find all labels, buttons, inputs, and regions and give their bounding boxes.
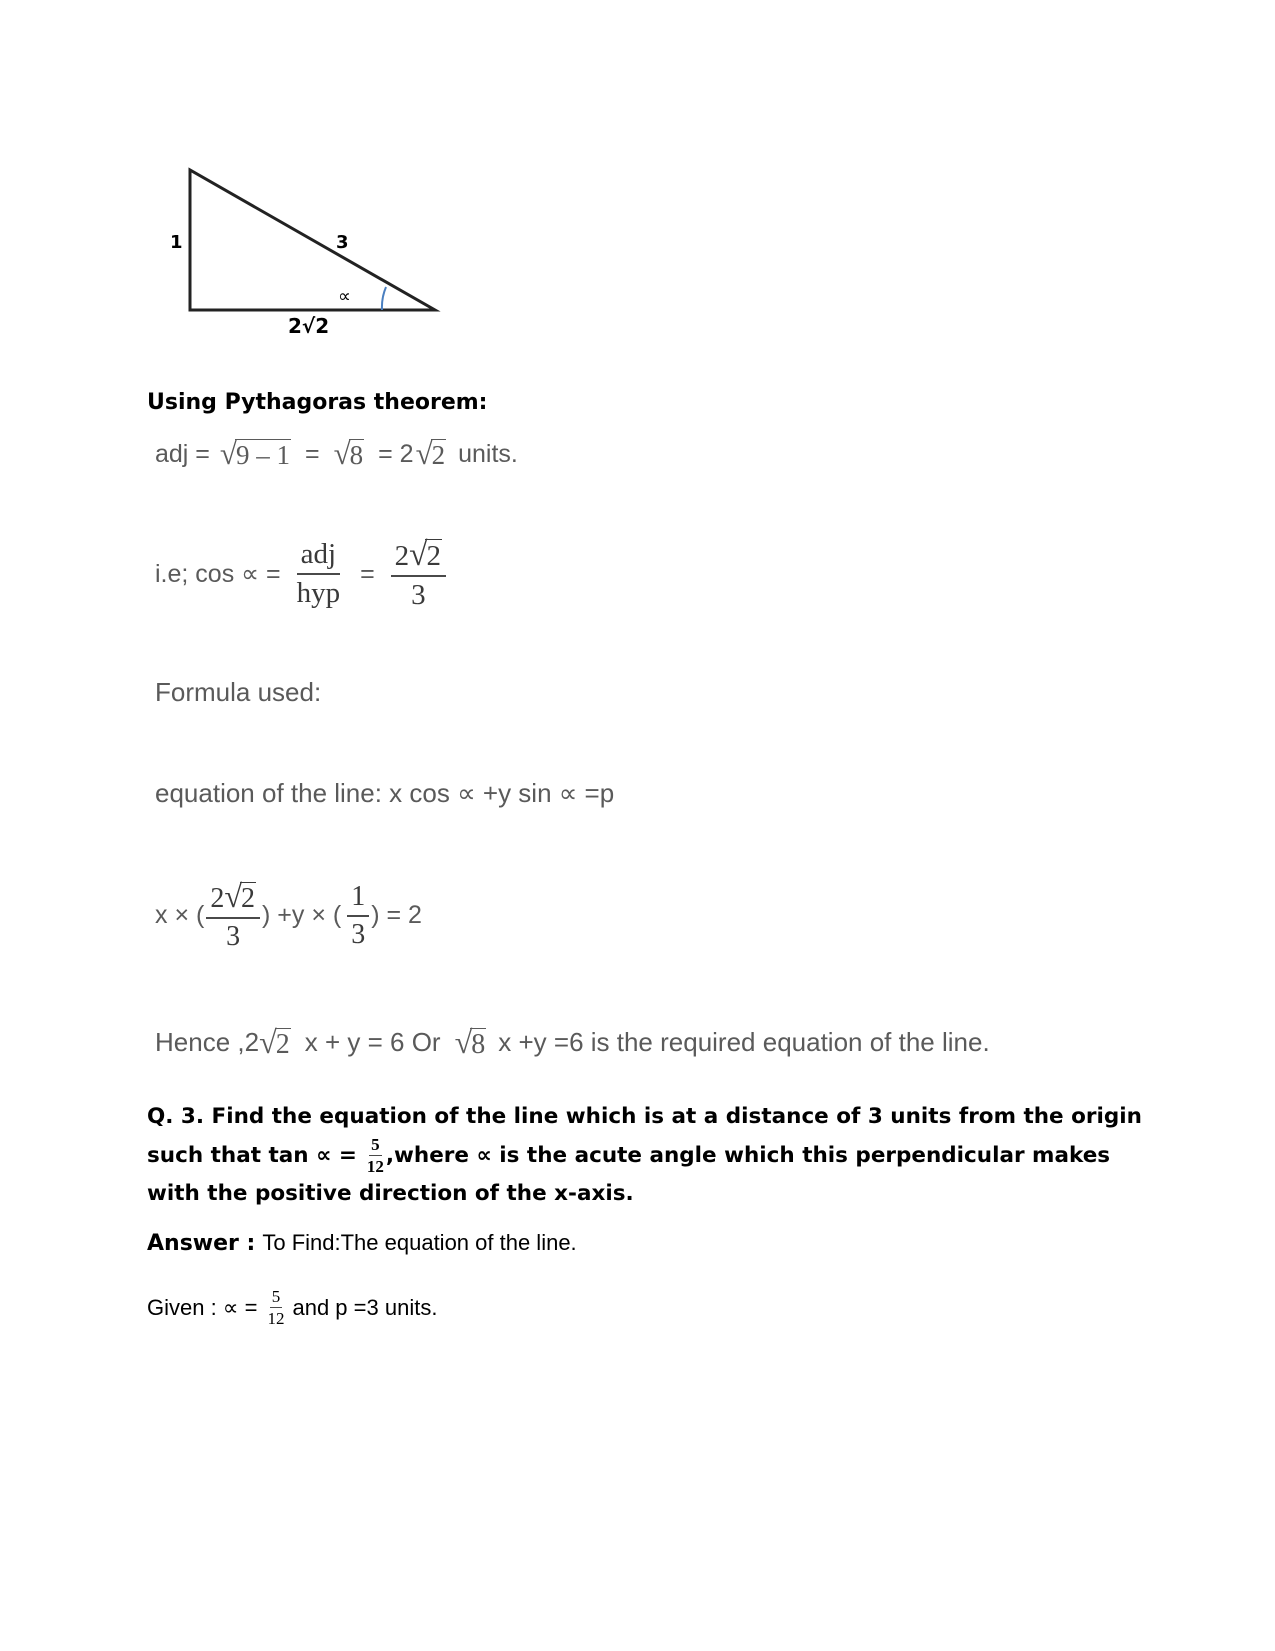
radical-8: √8	[454, 1024, 486, 1060]
fraction-denominator: 12	[366, 1157, 384, 1176]
cos-equation	[155, 538, 446, 610]
question-line-1: Q. 3. Find the equation of the line which is at a distance of 3 units from the origin	[147, 1104, 1142, 1129]
radical-2: √2	[415, 436, 446, 471]
adj-equation	[155, 436, 518, 472]
fraction-denominator: 3	[351, 918, 366, 950]
triangle-label-vertical: 1	[170, 232, 183, 253]
hence-part3: x +y =6 is the required equation of the line.	[498, 1027, 990, 1057]
adj-eq2: =	[304, 439, 320, 468]
cos-value-fraction	[391, 538, 446, 610]
fraction-numerator: adj	[297, 540, 340, 575]
given-line	[147, 1288, 437, 1327]
substitution-cos-fraction	[206, 880, 260, 951]
given-fraction	[265, 1288, 286, 1327]
tan-fraction	[365, 1136, 386, 1175]
fraction-numerator: 5	[371, 1135, 380, 1154]
adj-hyp-fraction	[293, 540, 345, 608]
question-line-2: such that tan ∝ = $\frac{5}{12}$ ,where ∝ is the acute angle which this perpendicular makes	[147, 1135, 1111, 1176]
answer-label: Answer :	[147, 1231, 256, 1256]
radical-9-1: √9 – 1	[219, 436, 290, 471]
answer-text: To Find:The equation of the line.	[262, 1230, 577, 1255]
question-line-3: with the positive direction of the x-axis.	[147, 1181, 634, 1206]
triangle-label-base: 2√2	[288, 314, 330, 338]
fraction-numerator: 5	[271, 1287, 281, 1306]
hence-equation	[155, 1024, 990, 1061]
general-line-equation: equation of the line: x cos ∝ +y sin ∝ =p	[155, 778, 615, 808]
question-3	[147, 1098, 1147, 1213]
formula-used-label: Formula used:	[155, 677, 322, 707]
substitution-part1: x × (	[155, 901, 205, 929]
triangle-label-hypotenuse: 3	[336, 232, 349, 253]
substitution-equation	[155, 880, 422, 951]
given-part-b: and p =3 units.	[292, 1294, 438, 1320]
hence-part1: Hence ,2	[155, 1027, 260, 1057]
cos-eq: =	[360, 559, 375, 588]
fraction-denominator: hyp	[296, 577, 341, 610]
cos-prefix: i.e; cos ∝ =	[155, 560, 281, 589]
hence-part2: x + y = 6 Or	[304, 1027, 441, 1057]
fraction-numerator: 1	[347, 883, 369, 917]
fraction-denominator: 12	[267, 1309, 285, 1328]
triangle-figure	[160, 160, 460, 350]
fraction-denominator: 3	[411, 579, 426, 612]
adj-eq3: = 2	[378, 439, 414, 468]
fraction-numerator: 2√2	[391, 538, 446, 577]
radical-8: √8	[333, 436, 364, 471]
substitution-part2: ) +y × (	[262, 901, 342, 929]
triangle-label-angle: ∝	[338, 286, 351, 307]
adj-unit: units.	[458, 439, 518, 468]
given-part-a: Given : ∝ =	[147, 1294, 258, 1320]
pythagoras-heading: Using Pythagoras theorem:	[147, 390, 488, 415]
answer-line	[147, 1230, 577, 1256]
substitution-sin-fraction	[347, 880, 369, 950]
radical-2: √2	[259, 1024, 290, 1060]
fraction-numerator: 2√2	[206, 880, 260, 919]
fraction-denominator: 3	[226, 921, 241, 952]
substitution-part3: ) = 2	[371, 901, 422, 929]
adj-lhs: adj =	[155, 439, 210, 468]
